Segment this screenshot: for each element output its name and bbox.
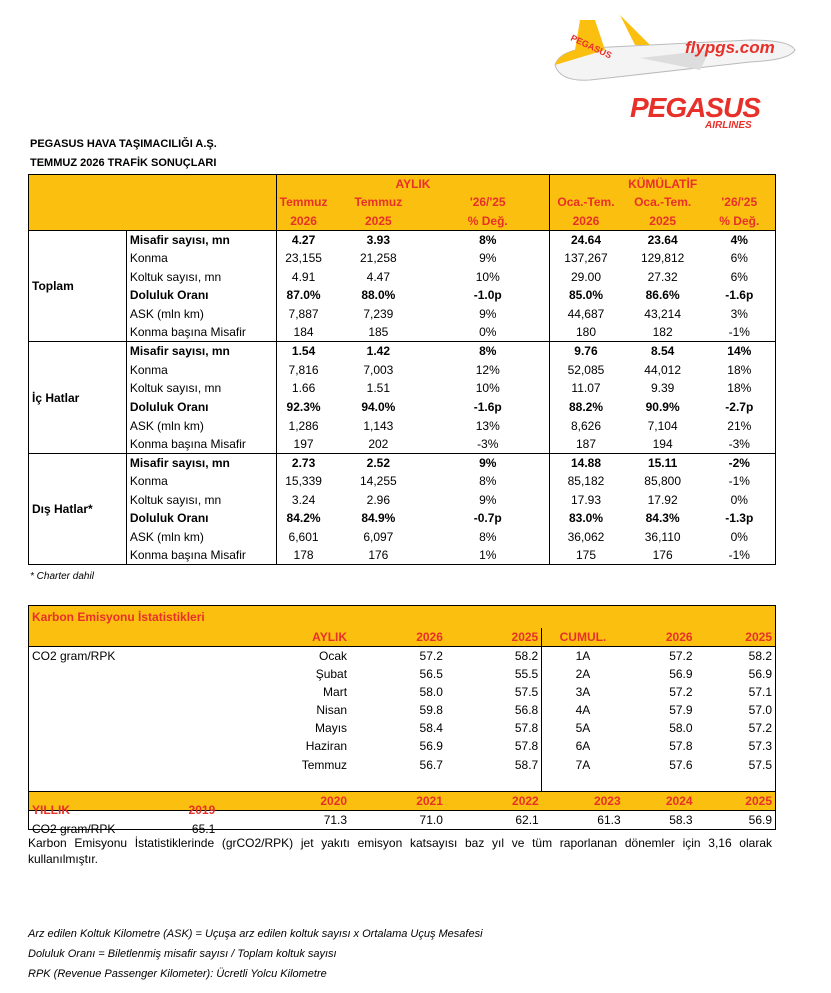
metric-value: 3.24 — [291, 492, 316, 507]
carbon-row-label — [29, 737, 219, 755]
metric-value: -2.7p — [704, 398, 776, 417]
metric-value: -1.3p — [704, 509, 776, 528]
spacer — [350, 774, 446, 792]
carbon-title: Karbon Emisyonu İstatistikleri — [29, 606, 776, 628]
carbon-value: 57.6 — [669, 757, 693, 772]
carbon-value: 57.2 — [669, 684, 693, 699]
annual-value: 58.3 — [624, 811, 696, 830]
table-row — [29, 435, 776, 454]
carbon-value: 57.9 — [669, 702, 693, 717]
metric-label: Koltuk sayısı, mn — [126, 267, 276, 286]
metric-value: 1.51 — [366, 381, 391, 396]
metric-value: 36,110 — [644, 530, 681, 545]
metric-value: 17.93 — [550, 491, 622, 510]
carbon-value: 56.9 — [696, 665, 776, 683]
carbon-header: CUMUL. — [542, 628, 624, 647]
metric-value: 21% — [704, 416, 776, 435]
carbon-row — [29, 737, 776, 755]
metric-value: 43,214 — [644, 306, 681, 321]
carbon-value: 58.4 — [419, 721, 443, 736]
annual-label: YILLIK — [32, 803, 70, 818]
metric-value: -1% — [704, 546, 776, 565]
metric-value: 9.76 — [550, 342, 622, 361]
metric-value: 178 — [276, 546, 330, 565]
metric-value: 176 — [330, 546, 426, 565]
metric-label: Misafir sayısı, mn — [126, 342, 276, 361]
metric-value: 83.0% — [550, 509, 622, 528]
carbon-value: 58.2 — [696, 646, 776, 665]
metric-value: 7,239 — [363, 306, 394, 321]
table-row — [29, 491, 776, 510]
carbon-value: Nisan — [316, 702, 348, 717]
metric-value: 1.42 — [330, 342, 426, 361]
metric-value: 2.73 — [276, 453, 330, 472]
metric-value: 8% — [479, 474, 497, 489]
carbon-header: 2026 — [624, 628, 696, 647]
metric-value: -0.7p — [473, 511, 502, 526]
group-label: Dış Hatlar* — [29, 453, 127, 565]
metric-value: 3% — [704, 305, 776, 324]
annual-value: 71.0 — [350, 811, 446, 830]
table-row — [29, 472, 776, 491]
metric-value: 194 — [622, 435, 704, 454]
carbon-title-row — [29, 606, 776, 628]
metric-value: 6,601 — [288, 530, 319, 545]
carbon-value: 57.5 — [696, 755, 776, 773]
metric-value: 9.39 — [650, 381, 675, 396]
carbon-row — [29, 755, 776, 773]
metric-value: 187 — [550, 435, 622, 454]
metric-value: 9% — [426, 453, 550, 472]
metric-value: 21,258 — [359, 251, 397, 266]
metric-value: 14,255 — [359, 474, 397, 489]
metric-label: Konma — [126, 249, 276, 268]
metric-value: 184 — [276, 323, 330, 342]
metric-value: 4% — [704, 230, 776, 249]
metric-value: 18% — [704, 360, 776, 379]
metric-value: 2.52 — [330, 453, 426, 472]
carbon-value: 4A — [575, 702, 591, 717]
metric-value: 90.9% — [645, 399, 680, 414]
column-header: Oca.-Tem. — [622, 193, 704, 212]
carbon-row-label: CO2 gram/RPK — [29, 646, 219, 665]
carbon-value: 57.2 — [350, 646, 446, 665]
header-blank-cell — [29, 175, 277, 231]
column-header: '26/'25 — [426, 193, 550, 212]
carbon-value: 57.3 — [696, 737, 776, 755]
table-row — [29, 342, 776, 361]
metric-value: 84.9% — [361, 511, 396, 526]
metric-label: Konma başına Misafir — [126, 323, 276, 342]
metric-value: 23.64 — [622, 230, 704, 249]
carbon-table — [28, 605, 776, 837]
metric-label: Doluluk Oranı — [126, 286, 276, 305]
annual-header-row — [29, 792, 776, 811]
metric-label: Misafir sayısı, mn — [126, 230, 276, 249]
carbon-value: 56.9 — [419, 739, 443, 754]
column-header: 2026 — [276, 212, 330, 231]
spacer — [218, 774, 350, 792]
pegasus-logo — [550, 10, 800, 130]
carbon-value: 55.5 — [446, 665, 542, 683]
metric-value: 7,887 — [288, 306, 319, 321]
table-row — [29, 453, 776, 472]
metric-value: 8,626 — [550, 416, 622, 435]
metric-value: 7,104 — [647, 418, 678, 433]
metric-value: 94.0% — [361, 399, 396, 414]
spacer — [446, 774, 542, 792]
carbon-row — [29, 665, 776, 683]
header-cumulative: KÜMÜLATİF — [550, 175, 776, 194]
metric-value: 182 — [622, 323, 704, 342]
carbon-value: 58.2 — [446, 646, 542, 665]
table-row — [29, 379, 776, 398]
metric-value: 27.32 — [647, 269, 678, 284]
carbon-header: 2026 — [350, 628, 446, 647]
carbon-row-label — [29, 665, 219, 683]
annual-label-cell — [29, 792, 219, 818]
metric-value: 2.96 — [366, 492, 391, 507]
column-header: 2025 — [330, 212, 426, 231]
column-header: Temmuz — [276, 193, 330, 212]
carbon-row — [29, 646, 776, 665]
metric-value: 85,800 — [644, 474, 681, 489]
metric-value: 8% — [426, 230, 550, 249]
metric-value: 7,003 — [363, 362, 394, 377]
column-header: % Değ. — [704, 212, 776, 231]
carbon-value: 57.2 — [696, 719, 776, 737]
metric-label: Konma — [126, 472, 276, 491]
annual-year: 2021 — [350, 792, 446, 811]
metric-value: 14.88 — [550, 453, 622, 472]
metric-value: 17.92 — [647, 492, 678, 507]
carbon-value: 7A — [575, 757, 591, 772]
metric-value: 137,267 — [550, 249, 622, 268]
metric-value: -3% — [704, 435, 776, 454]
annual-year: 2023 — [542, 792, 624, 811]
carbon-row-label — [29, 701, 219, 719]
metric-value: 84.2% — [286, 511, 321, 526]
annual-year: 2025 — [696, 792, 776, 811]
metric-label: ASK (mln km) — [126, 305, 276, 324]
metric-value: 9% — [479, 492, 497, 507]
spacer — [696, 774, 776, 792]
table-row — [29, 509, 776, 528]
carbon-value: 59.8 — [419, 702, 443, 717]
metric-value: -1% — [704, 323, 776, 342]
metric-value: 0% — [704, 491, 776, 510]
column-header: 2026 — [550, 212, 622, 231]
carbon-value: 58.0 — [669, 721, 693, 736]
table-row — [29, 267, 776, 286]
metric-value: 87.0% — [286, 288, 321, 303]
carbon-value: 56.8 — [446, 701, 542, 719]
metric-value: 13% — [475, 418, 500, 433]
metric-value: 6,097 — [363, 530, 394, 545]
metric-value: -1.6p — [473, 399, 502, 414]
metric-value: 24.64 — [550, 230, 622, 249]
metric-value: 23,155 — [285, 251, 322, 266]
column-header: 2025 — [622, 212, 704, 231]
metric-value: 0% — [426, 323, 550, 342]
annual-row-cell — [29, 811, 219, 837]
annual-year: 2024 — [624, 792, 696, 811]
table-row — [29, 398, 776, 417]
metric-value: 1,143 — [363, 418, 394, 433]
carbon-value: 57.1 — [696, 683, 776, 701]
metric-label: Koltuk sayısı, mn — [126, 379, 276, 398]
carbon-value: 57.5 — [446, 683, 542, 701]
metric-value: 176 — [622, 546, 704, 565]
footnote-load-factor: Doluluk Oranı = Biletlenmiş misafir sayısı / Toplam koltuk sayısı — [28, 948, 337, 960]
traffic-table — [28, 174, 776, 565]
metric-value: 180 — [550, 323, 622, 342]
group-label: İç Hatlar — [29, 342, 127, 454]
carbon-row — [29, 683, 776, 701]
carbon-row-spacer — [29, 774, 776, 792]
metric-value: 175 — [550, 546, 622, 565]
column-header: % Değ. — [426, 212, 550, 231]
annual-value: 65.1 — [191, 822, 216, 837]
metric-label: Konma başına Misafir — [126, 435, 276, 454]
carbon-value: 57.0 — [696, 701, 776, 719]
metric-value: 14% — [704, 342, 776, 361]
metric-value: 8% — [479, 530, 497, 545]
logo-sub: AIRLINES — [705, 120, 752, 131]
metric-value: 85.0% — [550, 286, 622, 305]
metric-value: -1.0p — [473, 288, 502, 303]
metric-value: 18% — [704, 379, 776, 398]
annual-year: 2019 — [188, 803, 216, 818]
metric-value: 9% — [479, 306, 497, 321]
carbon-row-label — [29, 683, 219, 701]
annual-value: 56.9 — [696, 811, 776, 830]
metric-label: Koltuk sayısı, mn — [126, 491, 276, 510]
metric-value: 92.3% — [286, 399, 321, 414]
metric-value: 3.93 — [330, 230, 426, 249]
metric-label: Konma — [126, 360, 276, 379]
carbon-value: Ocak — [218, 646, 350, 665]
annual-values-row — [29, 811, 776, 830]
metric-value: 11.07 — [550, 379, 622, 398]
metric-value: 8% — [426, 342, 550, 361]
table-row — [29, 286, 776, 305]
charter-note: * Charter dahil — [30, 571, 94, 582]
column-header: '26/'25 — [704, 193, 776, 212]
metric-value: 8.54 — [622, 342, 704, 361]
metric-value: -2% — [704, 453, 776, 472]
carbon-value: 5A — [575, 721, 591, 736]
metric-value: 86.6% — [645, 288, 680, 303]
annual-value: 71.3 — [218, 811, 350, 830]
table-row — [29, 249, 776, 268]
table-row — [29, 230, 776, 249]
metric-label: Misafir sayısı, mn — [126, 453, 276, 472]
metric-value: 6% — [704, 249, 776, 268]
carbon-header: 2025 — [446, 628, 542, 647]
metric-value: 10% — [475, 269, 500, 284]
carbon-header-row — [29, 628, 776, 647]
metric-value: 10% — [475, 381, 500, 396]
metric-value: 52,085 — [550, 360, 622, 379]
carbon-value: 1A — [542, 646, 624, 665]
carbon-value: 56.7 — [419, 757, 443, 772]
table-row — [29, 323, 776, 342]
metric-value: 4.27 — [276, 230, 330, 249]
carbon-value: 58.7 — [446, 755, 542, 773]
column-header: Temmuz — [330, 193, 426, 212]
carbon-value: Mayıs — [315, 721, 348, 736]
footnote-ask: Arz edilen Koltuk Kilometre (ASK) = Uçuşa arz edilen koltuk sayısı x Ortalama Uçuş Mesafesi — [28, 928, 483, 940]
metric-value: 29.00 — [550, 267, 622, 286]
carbon-row — [29, 719, 776, 737]
table-row — [29, 305, 776, 324]
metric-value: 1,286 — [288, 418, 319, 433]
annual-year: 2022 — [446, 792, 542, 811]
svg-text:PEGASUS: PEGASUS — [569, 32, 614, 61]
metric-value: 4.91 — [291, 269, 316, 284]
metric-value: -1% — [704, 472, 776, 491]
table-row — [29, 546, 776, 565]
carbon-value: 57.8 — [446, 737, 542, 755]
metric-value: 44,687 — [550, 305, 622, 324]
group-label: Toplam — [29, 230, 127, 342]
metric-label: ASK (mln km) — [126, 528, 276, 547]
metric-label: Doluluk Oranı — [126, 509, 276, 528]
table-row — [29, 360, 776, 379]
annual-value: 61.3 — [542, 811, 624, 830]
header-monthly: AYLIK — [276, 175, 550, 194]
table-row — [29, 528, 776, 547]
metric-value: 9% — [479, 251, 497, 266]
metric-label: Konma başına Misafir — [126, 546, 276, 565]
metric-value: 88.2% — [550, 398, 622, 417]
annual-value: 62.1 — [446, 811, 542, 830]
carbon-row-label — [29, 755, 219, 773]
metric-value: 1% — [426, 546, 550, 565]
carbon-value: Haziran — [305, 739, 348, 754]
carbon-value: Temmuz — [301, 757, 348, 772]
metric-value: 6% — [704, 267, 776, 286]
carbon-value: 3A — [575, 684, 591, 699]
carbon-value: 56.9 — [669, 666, 693, 681]
carbon-value: 6A — [575, 739, 591, 754]
carbon-note: Karbon Emisyonu İstatistiklerinde (grCO2/RPK) jet yakıtı emisyon katsayısı baz yıl ve tüm raporlanan dönemler için 3,16 olarak kullanılmıştır. — [28, 836, 772, 866]
metric-value: -3% — [426, 435, 550, 454]
metric-value: 197 — [276, 435, 330, 454]
metric-value: 1.54 — [276, 342, 330, 361]
metric-value: 0% — [704, 528, 776, 547]
metric-value: 12% — [475, 362, 500, 377]
carbon-row — [29, 701, 776, 719]
carbon-value: 57.8 — [669, 739, 693, 754]
logo-name: PEGASUS — [630, 92, 760, 123]
annual-year: 2020 — [218, 792, 350, 811]
metric-value: 36,062 — [550, 528, 622, 547]
spacer — [542, 774, 624, 792]
spacer — [624, 774, 696, 792]
metric-value: 1.66 — [291, 381, 316, 396]
company-name: PEGASUS HAVA TAŞIMACILIĞI A.Ş. — [30, 138, 217, 150]
carbon-value: Mart — [323, 684, 348, 699]
annual-row-label: CO2 gram/RPK — [32, 822, 116, 837]
carbon-value: Şubat — [315, 666, 348, 681]
carbon-value: 57.2 — [624, 646, 696, 665]
carbon-value: 56.5 — [419, 666, 443, 681]
metric-value: 88.0% — [361, 288, 396, 303]
metric-value: -1.6p — [704, 286, 776, 305]
header-row-groups — [29, 175, 776, 194]
column-header: Oca.-Tem. — [550, 193, 622, 212]
metric-value: 85,182 — [550, 472, 622, 491]
metric-value: 7,816 — [288, 362, 319, 377]
report-title: TEMMUZ 2026 TRAFİK SONUÇLARI — [30, 157, 217, 169]
carbon-row-label — [29, 719, 219, 737]
metric-value: 185 — [330, 323, 426, 342]
spacer — [29, 774, 219, 792]
metric-value: 129,812 — [640, 251, 685, 266]
metric-value: 202 — [330, 435, 426, 454]
footnote-rpk: RPK (Revenue Passenger Kilometer): Ücretli Yolcu Kilometre — [28, 968, 327, 980]
metric-value: 15.11 — [622, 453, 704, 472]
carbon-value: 2A — [575, 666, 591, 681]
carbon-header: AYLIK — [218, 628, 350, 647]
metric-value: 4.47 — [366, 269, 391, 284]
logo-site: flypgs.com — [685, 38, 775, 57]
metric-label: ASK (mln km) — [126, 416, 276, 435]
carbon-value: 58.0 — [419, 684, 443, 699]
carbon-header: 2025 — [696, 628, 776, 647]
carbon-value: 57.8 — [446, 719, 542, 737]
metric-value: 44,012 — [644, 362, 681, 377]
metric-value: 84.3% — [645, 511, 680, 526]
metric-value: 15,339 — [285, 474, 322, 489]
metric-label: Doluluk Oranı — [126, 398, 276, 417]
carbon-header-blank — [29, 628, 219, 647]
table-row — [29, 416, 776, 435]
